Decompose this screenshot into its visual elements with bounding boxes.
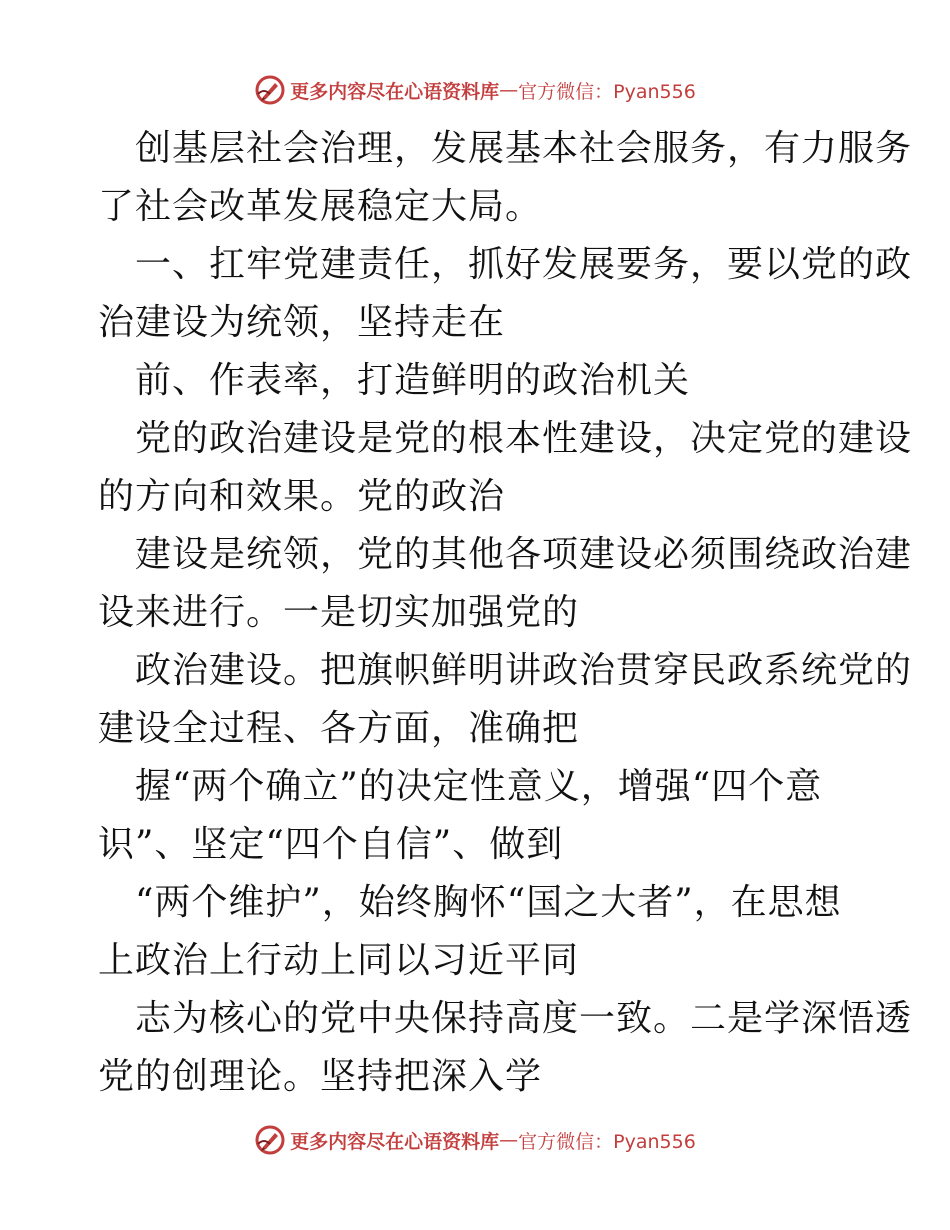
body-line: 一、扛牢党建责任，抓好发展要务，要以党的政 xyxy=(98,244,913,285)
body-line: 建设是统领，党的其他各项建设必须围绕政治建 xyxy=(98,534,913,575)
body-line: “两个维护”，始终胸怀“国之大者”，在思想 xyxy=(98,882,842,923)
pen-logo-icon xyxy=(254,1124,286,1156)
body-line: 政治建设。把旗帜鲜明讲政治贯穿民政系统党的 xyxy=(98,650,913,691)
body-line: 党的政治建设是党的根本性建设，决定党的建设 xyxy=(98,418,913,459)
footer-site-text: 更多内容尽在心语资料库 xyxy=(290,1130,500,1153)
body-line: 了社会改革发展稳定大局。 xyxy=(98,186,543,227)
body-line: 志为核心的党中央保持高度一致。二是学深悟透 xyxy=(98,998,913,1039)
footer-wechat-text: 官方微信：Pyan556 xyxy=(518,1130,696,1153)
body-line: 握“两个确立”的决定性意义，增强“四个意 xyxy=(98,766,823,807)
body-line: 设来进行。一是切实加强党的 xyxy=(98,592,580,633)
body-line: 的方向和效果。党的政治 xyxy=(98,476,506,517)
body-line: 党的创理论。坚持把深入学 xyxy=(98,1056,543,1097)
body-line: 创基层社会治理，发展基本社会服务，有力服务 xyxy=(98,128,913,169)
pen-logo-icon xyxy=(254,74,286,106)
footer-banner xyxy=(0,1120,950,1160)
body-line: 建设全过程、各方面，准确把 xyxy=(98,708,580,749)
body-line: 前、作表率，打造鲜明的政治机关 xyxy=(98,360,691,401)
body-line: 上政治上行动上同以习近平同 xyxy=(98,940,580,981)
header-separator: — xyxy=(499,79,519,101)
body-line: 识”、坚定“四个自信”、做到 xyxy=(98,824,564,865)
body-line: 治建设为统领，坚持走在 xyxy=(98,302,506,343)
footer-separator: — xyxy=(499,1129,519,1151)
header-banner xyxy=(0,70,950,110)
header-wechat-text: 官方微信：Pyan556 xyxy=(518,80,696,103)
header-site-text: 更多内容尽在心语资料库 xyxy=(290,80,500,103)
